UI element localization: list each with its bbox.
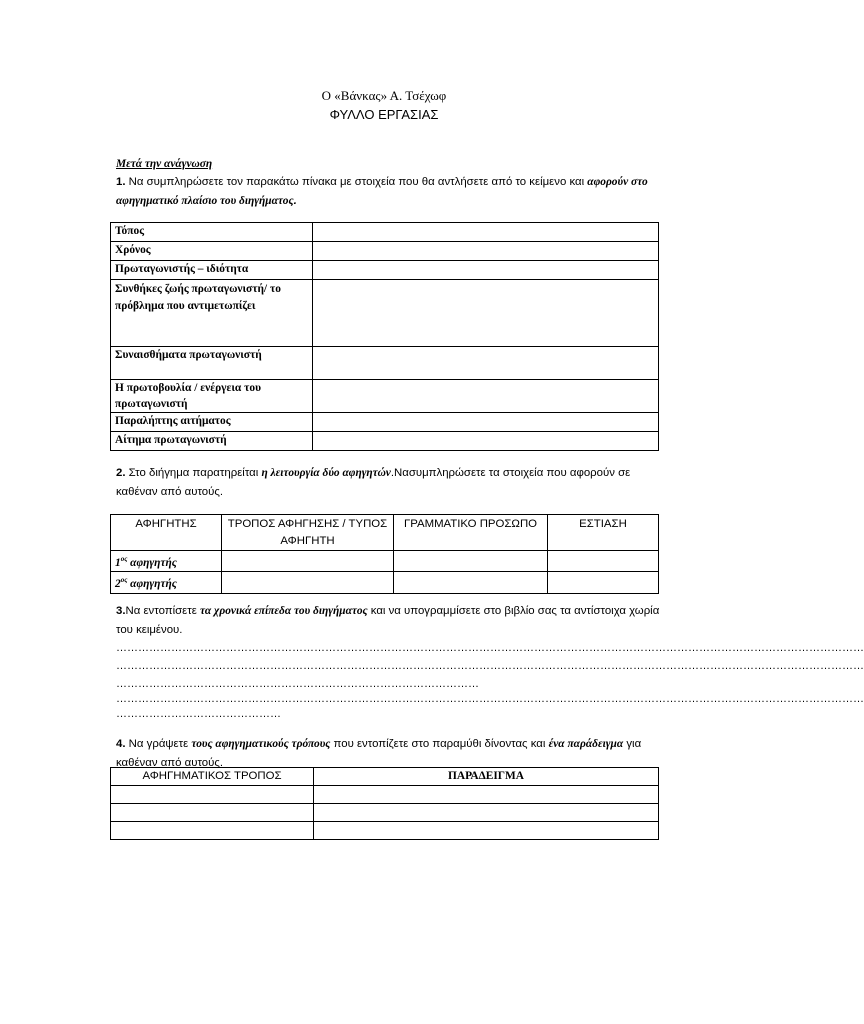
question-4-text: 4. Να γράψετε τους αφηγηματικούς τρόπους που εντοπίζετε στο παραμύθι δίνοντας και ένα παράδειγμα για καθέναν από αυτούς.: [116, 738, 642, 769]
question-2-text: 2. Στο διήγημα παρατηρείται η λειτουργία δύο αφηγητών.Νασυμπληρώσετε τα στοιχεία που αφορούν σε καθέναν από αυτούς.: [116, 467, 631, 498]
table-header-row: ΑΦΗΓΗΜΑΤΙΚΟΣ ΤΡΟΠΟΣ ΠΑΡΑΔΕΙΓΜΑ: [111, 768, 659, 786]
question-1-number: 1.: [116, 176, 126, 188]
document-title: Ο «Βάνκας» Α. Τσέχωφ: [321, 88, 447, 103]
answer-cell[interactable]: [313, 432, 659, 451]
table-row: [111, 822, 659, 840]
answer-cell[interactable]: [394, 572, 548, 593]
answer-cell[interactable]: [313, 347, 659, 380]
answer-cell[interactable]: [222, 551, 394, 572]
table-row: Τόπος: [111, 223, 659, 242]
question-1-text: 1. Να συμπληρώσετε τον παρακάτω πίνακα με στοιχεία που θα αντλήσετε από το κείμενο και αφορούν στο αφηγηματικό πλαίσιο του διηγήματος.: [116, 176, 648, 207]
answer-cell[interactable]: [222, 572, 394, 593]
answer-line[interactable]: ………………………………………: [116, 708, 281, 720]
answer-cell[interactable]: [111, 804, 314, 822]
question-3-text: 3.Να εντοπίσετε τα χρονικά επίπεδα του διηγήματος και να υπογραμμίσετε στο βιβλίο σας τα αντίστοιχα χωρία του κειμένου.: [116, 605, 660, 636]
table-row: Παραλήπτης αιτήματος: [111, 413, 659, 432]
table-row: Αίτημα πρωταγωνιστή: [111, 432, 659, 451]
question-3-number: 3.: [116, 605, 126, 617]
answer-cell[interactable]: [548, 572, 659, 593]
narrative-frame-table: [110, 222, 659, 451]
narrative-modes-table: [110, 767, 659, 840]
answer-cell[interactable]: [313, 242, 659, 261]
answer-cell[interactable]: [314, 822, 659, 840]
answer-cell[interactable]: [314, 804, 659, 822]
answer-cell[interactable]: [313, 280, 659, 347]
table-row: Συνθήκες ζωής πρωταγωνιστή/ το πρόβλημα που αντιμετωπίζει: [111, 280, 659, 347]
section-heading: Μετά την ανάγνωση: [116, 158, 213, 170]
answer-cell[interactable]: [313, 380, 659, 413]
table-row: Η πρωτοβουλία / ενέργεια του πρωταγωνιστή: [111, 380, 659, 413]
answer-cell[interactable]: [313, 261, 659, 280]
table-row: [111, 572, 659, 593]
answer-cell[interactable]: [548, 551, 659, 572]
narrator-2-label: $2^{o\varsigma}$ αφηγητής: [111, 572, 222, 593]
answer-line[interactable]: ……………………………………………………………………………………………………………………………………………………………………………………: [116, 660, 864, 672]
answer-line[interactable]: ……………………………………………………………………………………………………………………………………………………………………………………: [116, 642, 864, 654]
table-row: Συναισθήματα πρωταγωνιστή: [111, 347, 659, 380]
answer-cell[interactable]: [313, 223, 659, 242]
answer-line[interactable]: ……………………………………………………………………………………………………………………………………………………………………………………: [116, 693, 864, 705]
document-subtitle: ΦΥΛΛΟ ΕΡΓΑΣΙΑΣ: [329, 107, 439, 122]
answer-line[interactable]: ………………………………………………………………………………………: [116, 678, 479, 690]
table-header-row: ΑΦΗΓΗΤΗΣ ΤΡΟΠΟΣ ΑΦΗΓΗΣΗΣ / ΤΥΠΟΣ ΑΦΗΓΗΤΗ ΓΡΑΜΜΑΤΙΚΟ ΠΡΟΣΩΠΟ ΕΣΤΙΑΣΗ: [111, 515, 659, 551]
table-row: Πρωταγωνιστής – ιδιότητα: [111, 261, 659, 280]
table-row: [111, 804, 659, 822]
question-2-number: 2.: [116, 467, 126, 479]
narrator-1-label: $1^{o\varsigma}$ αφηγητής: [111, 551, 222, 572]
table-row: Χρόνος: [111, 242, 659, 261]
answer-cell[interactable]: [111, 786, 314, 804]
question-4-number: 4.: [116, 738, 126, 750]
answer-cell[interactable]: [314, 786, 659, 804]
narrators-table: [110, 514, 659, 594]
answer-cell[interactable]: [313, 413, 659, 432]
answer-cell[interactable]: [111, 822, 314, 840]
answer-cell[interactable]: [394, 551, 548, 572]
table-row: [111, 551, 659, 572]
table-row: [111, 786, 659, 804]
